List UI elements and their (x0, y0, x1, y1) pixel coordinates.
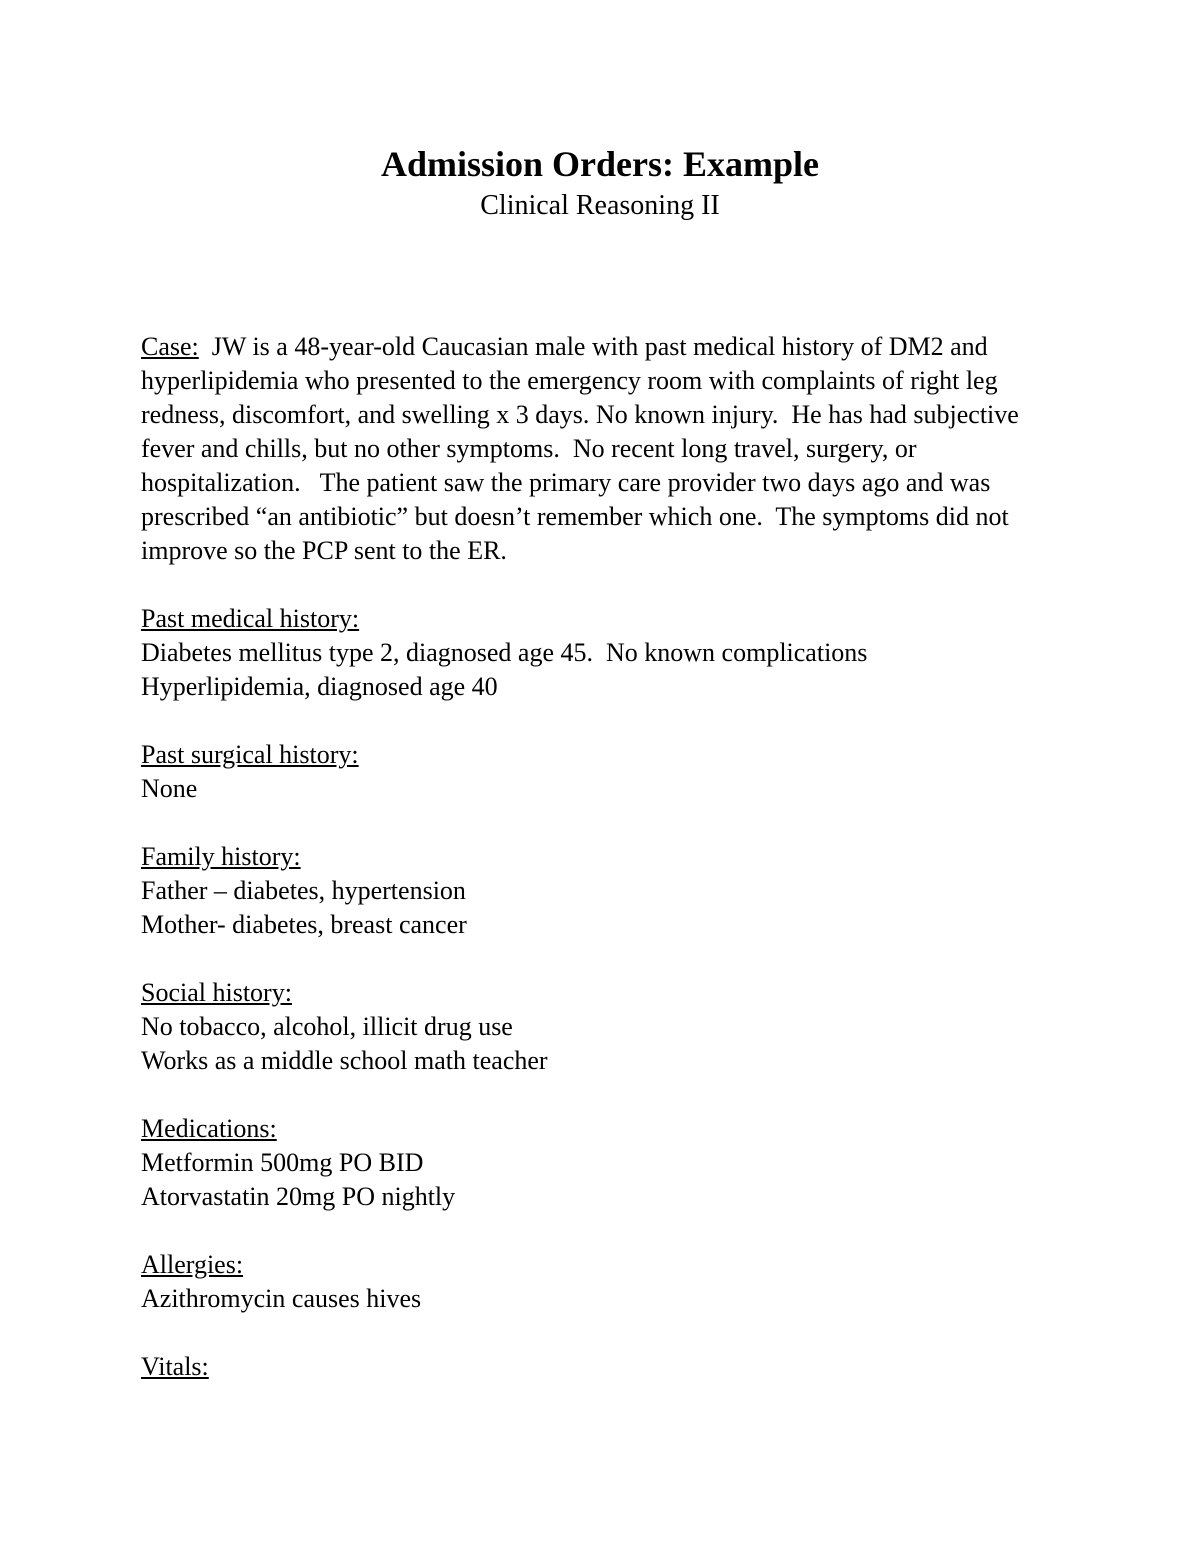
section-heading: Allergies: (141, 1250, 244, 1279)
section-allergies (141, 1248, 1071, 1316)
section-line: Metformin 500mg PO BID (141, 1148, 424, 1177)
section-line: Father – diabetes, hypertension (141, 876, 466, 905)
section-line: Works as a middle school math teacher (141, 1046, 548, 1075)
section-heading: Past medical history: (141, 604, 360, 633)
case-text: JW is a 48-year-old Caucasian male with past medical history of DM2 and hyperlipidemia who presented to the emergency room with complaints of right leg redness, discomfort, and swelling x 3 days. No known injury. He has had subjective fever and chills, but no other symptoms. No recent long travel, surgery, or hospitalization. The patient saw the primary care provider two days ago and was prescribed “an antibiotic” but doesn’t remember which one. The symptoms did not improve so the PCP sent to the ER. (141, 332, 1026, 565)
section-line: No tobacco, alcohol, illicit drug use (141, 1012, 513, 1041)
document-title: Admission Orders: Example (380, 144, 819, 184)
section-medications (141, 1112, 1071, 1214)
section-vitals (141, 1350, 1071, 1384)
document-subtitle: Clinical Reasoning II (480, 190, 720, 221)
section-heading: Family history: (141, 842, 301, 871)
section-family-history (141, 840, 1071, 942)
section-line: Diabetes mellitus type 2, diagnosed age 45. No known complications (141, 638, 868, 667)
section-line: Azithromycin causes hives (141, 1284, 422, 1313)
section-heading: Past surgical history: (141, 740, 359, 769)
section-line: Hyperlipidemia, diagnosed age 40 (141, 672, 498, 701)
section-past-surgical-history (141, 738, 1071, 806)
section-heading: Social history: (141, 978, 292, 1007)
section-line: None (141, 774, 198, 803)
section-past-medical-history (141, 602, 1071, 704)
case-label: Case: (141, 332, 199, 361)
case-paragraph (141, 330, 1061, 568)
section-line: Atorvastatin 20mg PO nightly (141, 1182, 456, 1211)
section-line: Mother- diabetes, breast cancer (141, 910, 467, 939)
section-social-history (141, 976, 1071, 1078)
section-heading: Vitals: (141, 1352, 209, 1381)
document-body (141, 330, 1071, 1384)
section-heading: Medications: (141, 1114, 277, 1143)
